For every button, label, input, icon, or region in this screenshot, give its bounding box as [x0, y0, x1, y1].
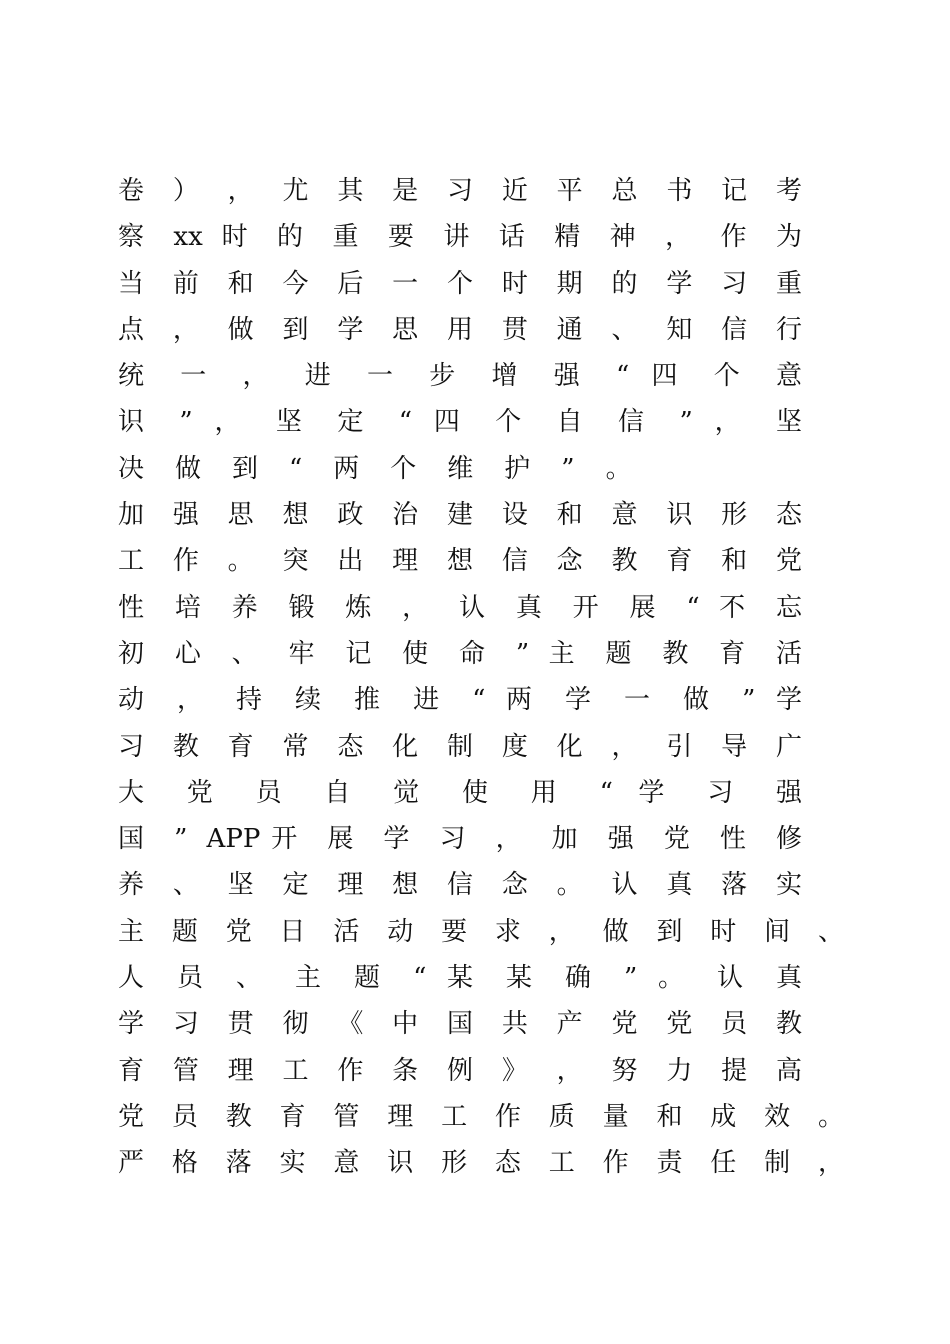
text-line: 动 ， 持 续 推 进 “ 两 学 一 做 ” 学	[118, 685, 802, 716]
text-line: 严 格 落 实 意 识 形 态 工 作 责 任 制 ，	[118, 1148, 844, 1179]
text-line: 察 xx 时 的 重 要 讲 话 精 神 ， 作 为	[118, 222, 802, 253]
text-line: 学 习 贯 彻 《 中 国 共 产 党 党 员 教	[118, 1009, 802, 1040]
body-text	[118, 168, 848, 1187]
text-line: 决做到“两个维护”。	[118, 453, 663, 484]
text-line: 养 、 坚 定 理 想 信 念 。 认 真 落 实	[118, 870, 802, 901]
text-line: 识 ” ， 坚 定 “ 四 个 自 信 ” ， 坚	[118, 407, 802, 438]
text-line: 点 ， 做 到 学 思 用 贯 通 、 知 信 行	[118, 314, 802, 345]
text-line: 国 ” APP开 展 学 习 ， 加 强 党 性 修	[118, 824, 802, 855]
text-line: 当 前 和 今 后 一 个 时 期 的 学 习 重	[118, 268, 802, 299]
text-line: 加 强 思 想 政 治 建 设 和 意 识 形 态	[118, 500, 802, 531]
text-line: 党 员 教 育 管 理 工 作 质 量 和 成 效 。	[118, 1101, 844, 1132]
text-line: 人 员 、 主 题 “ 某 某 确 ” 。 认 真	[118, 963, 802, 994]
text-line: 习 教 育 常 态 化 制 度 化 ， 引 导 广	[118, 731, 802, 762]
text-line: 性 培 养 锻 炼 ， 认 真 开 展 “ 不 忘	[118, 592, 802, 623]
text-line: 主 题 党 日 活 动 要 求 ， 做 到 时 间 、	[118, 916, 844, 947]
text-line: 工 作 。 突 出 理 想 信 念 教 育 和 党	[118, 546, 802, 577]
text-line: 初 心 、 牢 记 使 命 ” 主 题 教 育 活	[118, 638, 802, 669]
text-line: 大 党 员 自 觉 使 用 “ 学 习 强	[118, 777, 802, 808]
text-line: 卷 ） ， 尤 其 是 习 近 平 总 书 记 考	[118, 176, 802, 206]
text-line: 统 一 ， 进 一 步 增 强 “ 四 个 意	[118, 361, 802, 392]
text-line: 育 管 理 工 作 条 例 》 ， 努 力 提 高	[118, 1055, 802, 1086]
